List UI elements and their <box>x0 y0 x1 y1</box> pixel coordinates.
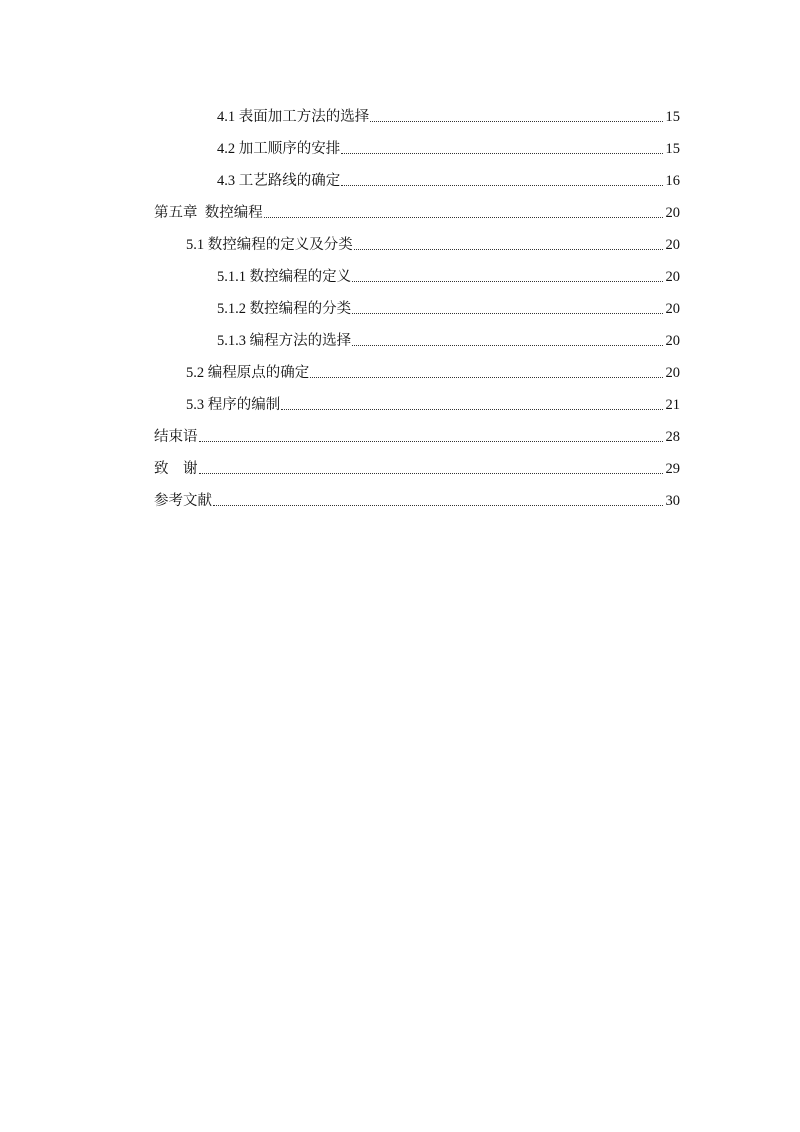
toc-entry-title: 5.3 程序的编制 <box>186 397 281 413</box>
toc-entry-5-2[interactable] <box>154 357 680 389</box>
dot-leader <box>352 267 663 287</box>
toc-entry-5-1-3[interactable] <box>154 325 680 357</box>
toc-entry-references[interactable] <box>154 485 680 517</box>
toc-entry-title: 结束语 <box>154 429 198 445</box>
toc-entry-4-3[interactable] <box>154 165 680 197</box>
toc-entry-5-1-2[interactable] <box>154 293 680 325</box>
toc-entry-title: 参考文献 <box>154 493 212 509</box>
toc-entry-page: 20 <box>665 237 680 253</box>
dot-leader <box>352 331 663 351</box>
toc-entry-conclusion[interactable] <box>154 421 680 453</box>
table-of-contents <box>154 101 680 517</box>
toc-entry-page: 20 <box>665 301 680 317</box>
toc-entry-page: 20 <box>665 365 680 381</box>
toc-entry-title: 4.3 工艺路线的确定 <box>217 173 341 189</box>
toc-entry-title: 4.1 表面加工方法的选择 <box>217 109 370 125</box>
toc-entry-5-1[interactable] <box>154 229 680 261</box>
toc-entry-page: 20 <box>665 269 680 285</box>
toc-entry-page: 15 <box>665 141 680 157</box>
toc-entry-title: 5.1.3 编程方法的选择 <box>217 333 352 349</box>
dot-leader <box>341 171 663 191</box>
dot-leader <box>199 427 664 447</box>
toc-entry-page: 28 <box>665 429 680 445</box>
toc-entry-title: 5.1.1 数控编程的定义 <box>217 269 352 285</box>
toc-entry-title: 5.2 编程原点的确定 <box>186 365 310 381</box>
dot-leader <box>213 491 663 511</box>
toc-entry-chapter-5[interactable] <box>154 197 680 229</box>
dot-leader <box>199 459 664 479</box>
toc-entry-title: 4.2 加工顺序的安排 <box>217 141 341 157</box>
toc-entry-title: 5.1 数控编程的定义及分类 <box>186 237 353 253</box>
toc-entry-4-1[interactable] <box>154 101 680 133</box>
dot-leader <box>341 139 663 159</box>
toc-entry-page: 20 <box>665 205 680 221</box>
toc-entry-5-1-1[interactable] <box>154 261 680 293</box>
toc-entry-page: 21 <box>665 397 680 413</box>
toc-entry-5-3[interactable] <box>154 389 680 421</box>
toc-entry-page: 20 <box>665 333 680 349</box>
dot-leader <box>264 203 663 223</box>
toc-entry-title: 5.1.2 数控编程的分类 <box>217 301 352 317</box>
dot-leader <box>354 235 663 255</box>
toc-entry-title: 第五章 数控编程 <box>154 205 263 221</box>
toc-entry-title: 致 谢 <box>154 461 198 477</box>
dot-leader <box>310 363 663 383</box>
toc-entry-page: 16 <box>665 173 680 189</box>
toc-entry-page: 15 <box>665 109 680 125</box>
dot-leader <box>281 395 663 415</box>
toc-entry-4-2[interactable] <box>154 133 680 165</box>
dot-leader <box>370 107 663 127</box>
toc-entry-page: 29 <box>665 461 680 477</box>
toc-entry-acknowledgements[interactable] <box>154 453 680 485</box>
dot-leader <box>352 299 663 319</box>
toc-entry-page: 30 <box>665 493 680 509</box>
